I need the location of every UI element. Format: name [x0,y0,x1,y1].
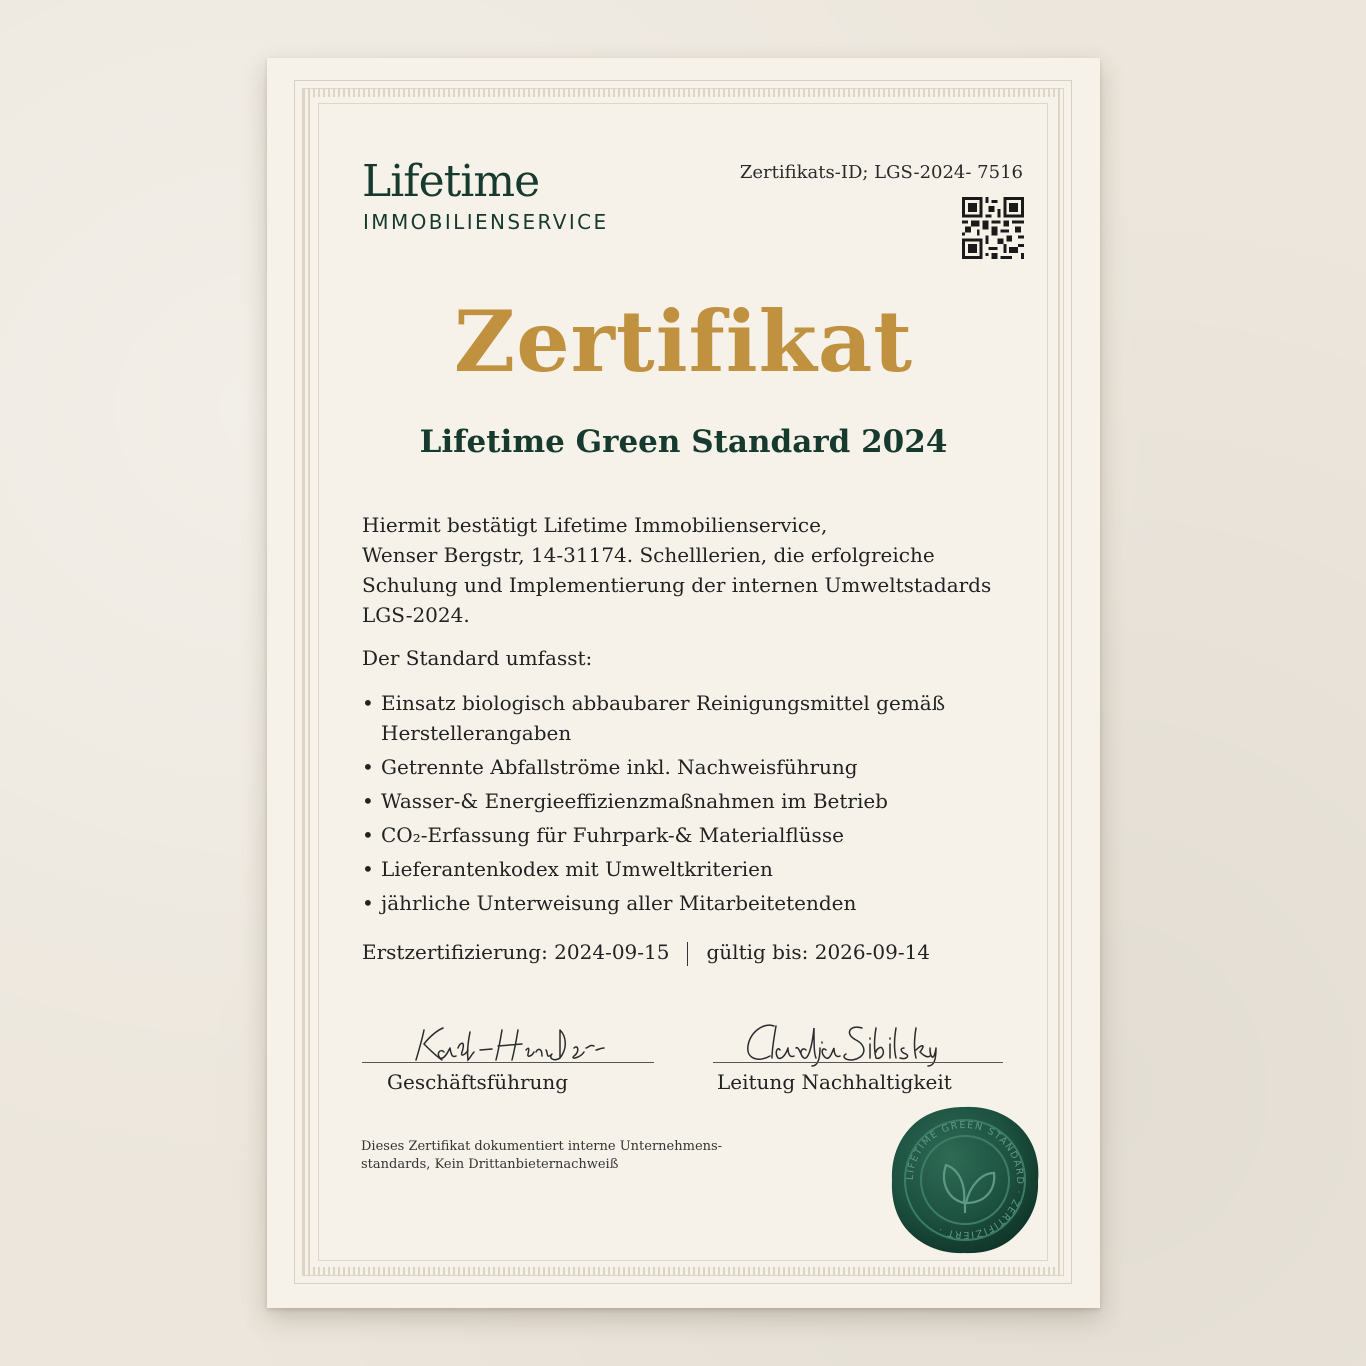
list-item: • jährliche Unterweisung aller Mitarbeitetenden [362,888,945,918]
signature-role-right: Leitung Nachhaltigkeit [717,1070,952,1094]
validity-dates [362,940,930,966]
standard-items-list [362,688,945,922]
certificate-title: Zertifikat [453,292,914,391]
list-item: • CO₂-Erfassung für Fuhrpark-& Materialflüsse [362,820,945,850]
company-logo-subtitle: IMMOBILIENSERVICE [363,210,609,234]
disclaimer-line: Dieses Zertifikat dokumentiert interne Unternehmens- [361,1139,723,1154]
body-line: Hiermit bestätigt Lifetime Immobilienservice, [362,513,828,537]
body-line: Wenser Bergstr, 14-31174. Schelllerien, die erfolgreiche [362,543,935,567]
certificate-body [362,510,1012,630]
disclaimer-line: standards, Kein Drittanbieternachweiß [361,1157,619,1172]
disclaimer-note [361,1138,722,1174]
first-certification-date: Erstzertifizierung: 2024-09-15 [362,940,670,964]
company-logo: Lifetime [362,156,540,207]
wax-seal-icon [888,1103,1042,1257]
signature-line-right [713,1062,1003,1063]
valid-until-date: gültig bis: 2026-09-14 [706,940,931,964]
signature-line-left [362,1062,654,1063]
body-line: LGS-2024. [362,603,470,627]
seal-ring-text: LIFETIME GREEN STANDARD · ZERTIFIZIERT · [904,1119,1026,1241]
bullet-icon: • [362,789,374,813]
body-line: Schulung und Implementierung der internen Umweltstadards [362,573,992,597]
bullet-icon: • [362,823,374,847]
list-item: • Lieferantenkodex mit Umweltkriterien [362,854,945,884]
standard-intro: Der Standard umfasst: [362,646,593,670]
list-item: • Getrennte Abfallströme inkl. Nachweisführung [362,752,945,782]
signature-role-left: Geschäftsführung [387,1070,569,1094]
bullet-icon: • [362,891,374,915]
bullet-icon: • [362,755,374,779]
list-item: • Einsatz biologisch abbaubarer Reinigungsmittel gemäß Herstellerangaben [362,688,945,748]
bullet-icon: • [362,857,374,881]
certificate-id: Zertifikats-ID; LGS-2024- 7516 [739,162,1023,183]
certificate-subtitle: Lifetime Green Standard 2024 [419,424,948,460]
signature-right [740,1018,940,1068]
signature-left [410,1022,610,1066]
date-separator [687,942,688,966]
list-item: • Wasser-& Energieeffizienzmaßnahmen im Betrieb [362,786,945,816]
bullet-icon: • [362,691,374,715]
qr-code-icon[interactable] [962,197,1024,259]
